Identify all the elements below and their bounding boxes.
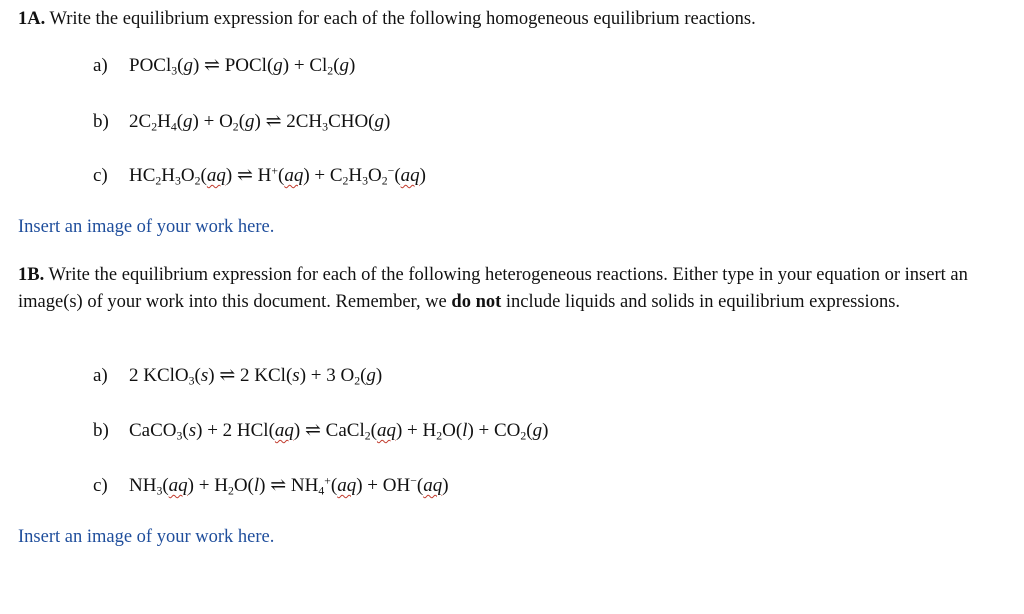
reaction-equation: $2C_2H_4(g) + O_2(g)$ ⇌ $2CH_3CHO(g)$ <box>129 111 391 134</box>
question-1a-label: 1A. <box>18 9 46 29</box>
reaction-1a-a <box>93 54 355 77</box>
reaction-letter: b) <box>93 111 109 132</box>
reaction-letter: a) <box>93 365 108 386</box>
reaction-1a-c <box>93 164 426 187</box>
reaction-letter: c) <box>93 165 108 186</box>
reaction-equation: $HC_2H_3O_2(aq)$ ⇌ $H^+(aq) + C_2H_3O_2^-(aq)$ <box>129 164 426 188</box>
reaction-1b-b <box>93 419 548 442</box>
insert-image-link-1a[interactable]: Insert an image of your work here. <box>18 217 275 237</box>
reaction-equation: POCl$_3$(g) ⇌ POCl(g) + $Cl_2(g)$ <box>129 55 356 78</box>
question-1b-label: 1B. <box>18 265 45 285</box>
reaction-letter: b) <box>93 420 109 441</box>
question-1a-instruction: 1A. Write the equilibrium expression for each of the following homogeneous equilibrium reactions. <box>18 9 756 29</box>
reaction-letter: a) <box>93 55 108 76</box>
reaction-1a-b <box>93 110 390 133</box>
insert-image-link-1b[interactable]: Insert an image of your work here. <box>18 527 275 547</box>
reaction-equation: $NH_3(aq) + H_2O(l)$ ⇌ $NH_4^+(aq) + OH^-(aq)$ <box>129 474 449 498</box>
reaction-1b-c <box>93 474 449 497</box>
reaction-equation: CaCO$_3$(s) + 2 HCl(aq) ⇌ CaCl$_2$(aq) + $H_2O(l) + CO_2(g)$ <box>129 420 549 443</box>
reaction-equation: 2 KClO$_3$(s) ⇌ 2 KCl(s) + 3 $O_2(g)$ <box>129 365 383 388</box>
reaction-1b-a <box>93 364 382 387</box>
question-1b-instruction: 1B. Write the equilibrium expression for each of the following heterogeneous reactions. Either type in your equation or insert an image(s) of your work into this document. Remember, we do not include liquids and solids in equilibrium expressions. <box>18 265 968 312</box>
reaction-letter: c) <box>93 475 108 496</box>
